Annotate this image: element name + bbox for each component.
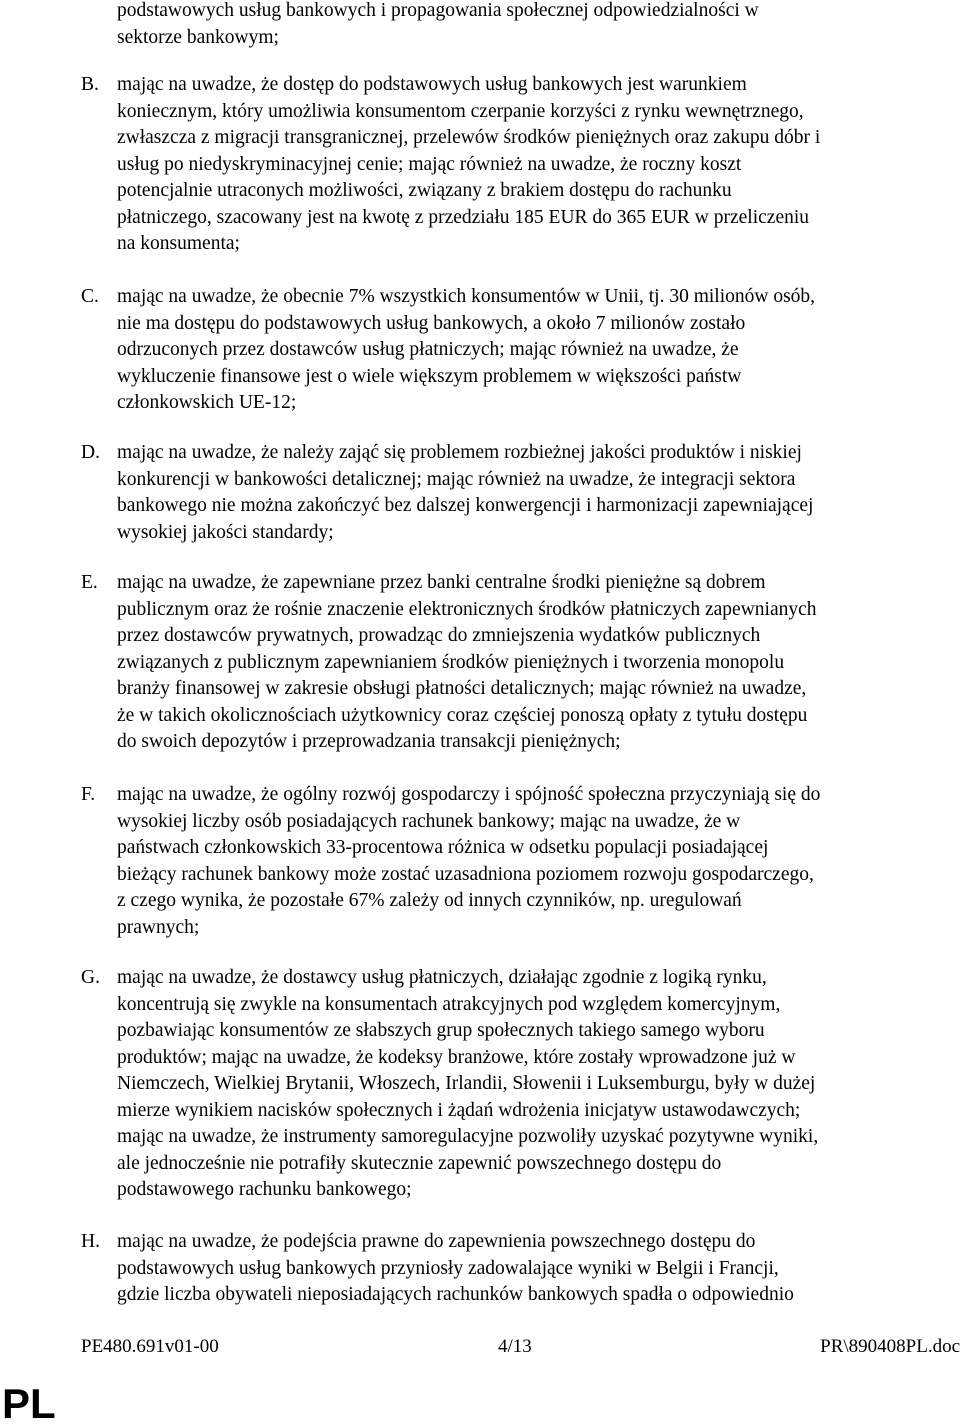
text-line: wysokiej liczby osób posiadających rachunek bankowy; mając na uwadze, że w <box>117 810 741 832</box>
text-line: na konsumenta; <box>117 233 240 254</box>
text-line: gdzie liczba obywateli nieposiadających rachunków bankowych spadła o odpowiednio <box>117 1284 794 1305</box>
text-line: usług po niedyskryminacyjnej cenie; mając również na uwadze, że roczny koszt <box>117 153 742 175</box>
paragraph-letter: F. <box>81 784 96 805</box>
file-reference: PR\890408PL.doc <box>820 1336 960 1357</box>
paragraph-letter: G. <box>81 967 100 988</box>
page-number: 4/13 <box>498 1336 532 1357</box>
text-line: podstawowych usług bankowych i propagowania społecznej odpowiedzialności w <box>117 0 759 21</box>
text-line: mając na uwadze, że dostawcy usług płatniczych, działając zgodnie z logiką rynku, <box>117 967 767 988</box>
text-line: publicznym oraz że rośnie znaczenie elektronicznych środków płatniczych zapewnianych <box>117 598 817 620</box>
text-line: branży finansowej w zakresie obsługi płatności detalicznych; mając również na uwadze, <box>117 678 807 699</box>
paragraph-letter: H. <box>81 1231 100 1252</box>
text-line: mając na uwadze, że podejścia prawne do zapewnienia powszechnego dostępu do <box>117 1231 756 1252</box>
text-line: ale jednocześnie nie potrafiły skutecznie zapewnić powszechnego dostępu do <box>117 1152 722 1174</box>
text-line: mając na uwadze, że dostęp do podstawowych usług bankowych jest warunkiem <box>117 74 747 95</box>
text-line: odrzuconych przez dostawców usług płatniczych; mając również na uwadze, że <box>117 339 739 360</box>
paragraph-text <box>117 1229 957 1309</box>
text-line: mając na uwadze, że zapewniane przez banki centralne środki pieniężne są dobrem <box>117 572 766 593</box>
document-reference: PE480.691v01-00 <box>81 1336 219 1357</box>
text-line: wysokiej jakości standardy; <box>117 521 334 543</box>
text-line: wykluczenie finansowe jest o wiele większym problemem w większości państw <box>117 365 742 387</box>
text-line: związanych z publicznym zapewnianiem środków pieniężnych i tworzenia monopolu <box>117 651 785 673</box>
text-line: prawnych; <box>117 916 200 938</box>
text-line: konkurencji w bankowości detalicznej; mając również na uwadze, że integracji sektora <box>117 468 796 490</box>
page-footer <box>0 1334 960 1360</box>
text-line: potencjalnie utraconych możliwości, związany z brakiem dostępu do rachunku <box>117 180 732 201</box>
text-line: bieżący rachunek bankowy może zostać uzasadniona poziomem rozwoju gospodarczego, <box>117 863 814 885</box>
paragraph-text <box>117 965 957 1204</box>
paragraph-text <box>117 284 957 417</box>
text-line: że w takich okolicznościach użytkownicy coraz częściej ponoszą opłaty z tytułu dostępu <box>117 704 808 726</box>
text-line: podstawowego rachunku bankowego; <box>117 1179 412 1200</box>
paragraph-text <box>117 782 957 941</box>
paragraph-text <box>117 0 957 51</box>
paragraph-letter: C. <box>81 286 99 307</box>
text-line: mierze wynikiem nacisków społecznych i żądań wdrożenia inicjatyw ustawodawczych; <box>117 1099 801 1121</box>
text-line: produktów; mając na uwadze, że kodeksy branżowe, które zostały wprowadzone już w <box>117 1046 796 1068</box>
text-line: nie ma dostępu do podstawowych usług bankowych, a około 7 milionów zostało <box>117 312 746 334</box>
text-line: sektorze bankowym; <box>117 26 279 48</box>
text-line: pozbawiając konsumentów ze słabszych grup społecznych takiego samego wyboru <box>117 1020 765 1041</box>
text-line: zwłaszcza z migracji transgranicznej, przelewów środków pieniężnych oraz zakupu dóbr i <box>117 127 821 148</box>
text-line: mając na uwadze, że należy zająć się problemem rozbieżnej jakości produktów i niskiej <box>117 442 802 463</box>
language-code: PL <box>2 1380 56 1427</box>
paragraph-text <box>117 72 957 258</box>
text-line: do swoich depozytów i przeprowadzania transakcji pieniężnych; <box>117 731 621 752</box>
text-line: koncentrują się zwykle na konsumentach atrakcyjnych pod względem komercyjnym, <box>117 993 781 1015</box>
text-line: przez dostawców prywatnych, prowadząc do zmniejszenia wydatków publicznych <box>117 625 761 646</box>
text-line: państwach członkowskich 33-procentowa różnica w odsetku populacji posiadającej <box>117 837 769 858</box>
text-line: Niemczech, Wielkiej Brytanii, Włoszech, Irlandii, Słowenii i Luksemburgu, były w dużej <box>117 1073 816 1094</box>
text-line: mając na uwadze, że obecnie 7% wszystkich konsumentów w Unii, tj. 30 milionów osób, <box>117 286 816 307</box>
paragraph-letter: D. <box>81 442 100 463</box>
paragraph-text <box>117 570 957 756</box>
text-line: płatniczego, szacowany jest na kwotę z przedziału 185 EUR do 365 EUR w przeliczeniu <box>117 206 810 228</box>
text-line: koniecznym, który umożliwia konsumentom czerpanie korzyści z rynku wewnętrznego, <box>117 100 804 122</box>
paragraph-text <box>117 440 957 546</box>
paragraph-letter: B. <box>81 74 99 95</box>
text-line: mając na uwadze, że instrumenty samoregulacyjne pozwoliły uzyskać pozytywne wyniki, <box>117 1126 819 1147</box>
text-line: członkowskich UE-12; <box>117 392 297 413</box>
text-line: podstawowych usług bankowych przyniosły zadowalające wyniki w Belgii i Francji, <box>117 1257 779 1279</box>
text-line: z czego wynika, że pozostałe 67% zależy od innych czynników, np. uregulowań <box>117 890 742 911</box>
text-line: bankowego nie można zakończyć bez dalszej konwergencji i harmonizacji zapewniającej <box>117 495 814 516</box>
paragraph-letter: E. <box>81 572 98 593</box>
text-line: mając na uwadze, że ogólny rozwój gospodarczy i spójność społeczna przyczyniają się do <box>117 784 821 805</box>
